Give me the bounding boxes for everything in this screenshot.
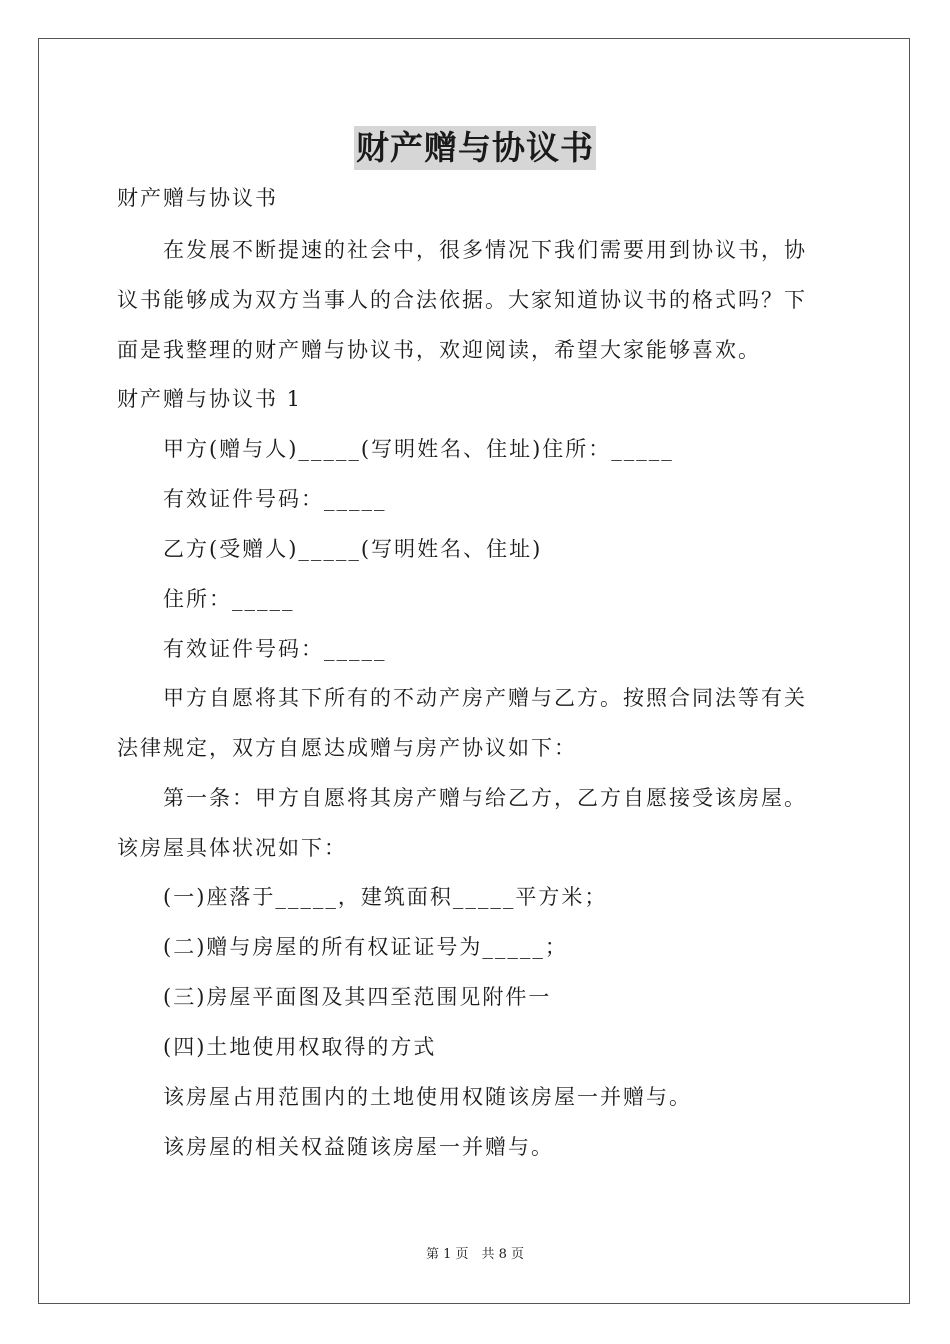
article-1-line-1: 第一条：甲方自愿将其房产赠与给乙方，乙方自愿接受该房屋。: [163, 786, 807, 810]
land-use-line: 该房屋占用范围内的土地使用权随该房屋一并赠与。: [163, 1085, 692, 1109]
rights-line: 该房屋的相关权益随该房屋一并赠与。: [163, 1135, 554, 1159]
intro-line-1: 在发展不断提速的社会中，很多情况下我们需要用到协议书，协: [163, 238, 807, 262]
doc-subtitle: 财产赠与协议书: [117, 186, 278, 210]
party-b-line: 乙方(受赠人)_____(写明姓名、住址): [163, 537, 543, 561]
intro-line-3: 面是我整理的财产赠与协议书，欢迎阅读，希望大家能够喜欢。: [117, 338, 761, 362]
document-title: 财产赠与协议书: [354, 126, 596, 170]
title-container: [0, 126, 950, 170]
clause-2: (二)赠与房屋的所有权证证号为_____；: [163, 935, 568, 959]
party-a-line: 甲方(赠与人)_____(写明姓名、住址)住所：_____: [163, 437, 674, 461]
section-heading: 财产赠与协议书 1: [117, 387, 303, 411]
party-b-id-line: 有效证件号码：_____: [163, 637, 387, 661]
clause-1: (一)座落于_____，建筑面积_____平方米；: [163, 885, 608, 909]
intro-line-2: 议书能够成为双方当事人的合法依据。大家知道协议书的格式吗？下: [117, 288, 807, 312]
page-border: [38, 38, 910, 1304]
agreement-intro-line-1: 甲方自愿将其下所有的不动产房产赠与乙方。按照合同法等有关: [163, 686, 807, 710]
agreement-intro-line-2: 法律规定，双方自愿达成赠与房产协议如下：: [117, 736, 577, 760]
clause-4: (四)土地使用权取得的方式: [163, 1035, 437, 1059]
party-a-id-line: 有效证件号码：_____: [163, 487, 387, 511]
clause-3: (三)房屋平面图及其四至范围见附件一: [163, 985, 552, 1009]
page-number-footer: 第 1 页 共 8 页: [425, 1247, 525, 1262]
party-b-address-line: 住所：_____: [163, 587, 295, 611]
article-1-line-2: 该房屋具体状况如下：: [117, 836, 347, 860]
